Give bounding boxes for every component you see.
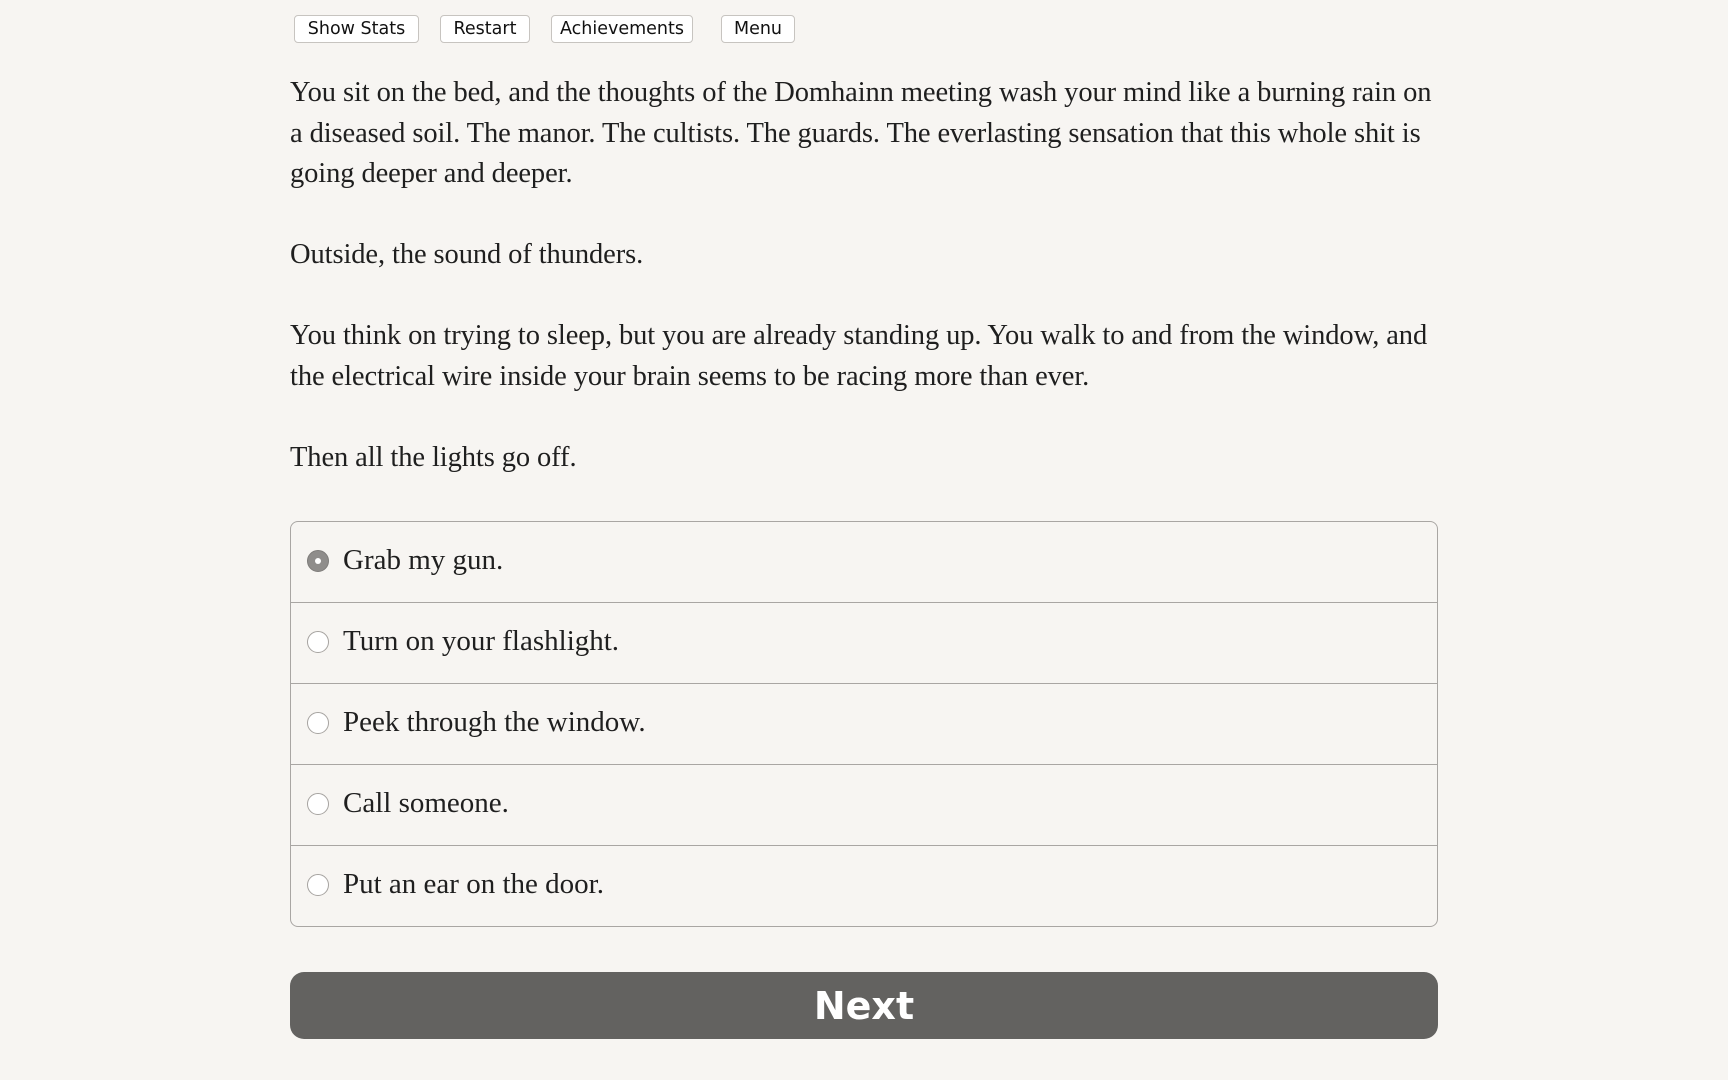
radio-button-selected[interactable] bbox=[307, 550, 329, 572]
choice-label: Turn on your flashlight. bbox=[343, 625, 620, 657]
choice-list bbox=[290, 521, 1438, 927]
restart-button[interactable]: Restart bbox=[440, 15, 530, 43]
passage-paragraph: You think on trying to sleep, but you are already standing up. You walk to and from the window, and the electrical wire inside your brain seems to be racing more than ever. bbox=[290, 320, 1428, 392]
radio-button[interactable] bbox=[307, 712, 329, 734]
choice-option-call[interactable] bbox=[291, 765, 1437, 846]
choice-option-door[interactable] bbox=[291, 846, 1437, 927]
passage-paragraph: Then all the lights go off. bbox=[290, 441, 577, 473]
choice-option-grab-gun[interactable] bbox=[291, 522, 1437, 603]
achievements-button[interactable]: Achievements bbox=[551, 15, 693, 43]
choice-label: Grab my gun. bbox=[343, 544, 504, 576]
choice-option-window[interactable] bbox=[291, 684, 1437, 765]
radio-button[interactable] bbox=[307, 631, 329, 653]
choice-label: Put an ear on the door. bbox=[343, 868, 604, 900]
menu-button[interactable]: Menu bbox=[721, 15, 795, 43]
radio-button[interactable] bbox=[307, 874, 329, 896]
passage-paragraph: You sit on the bed, and the thoughts of the Domhainn meeting wash your mind like a burning rain on a diseased soil. The manor. The cultists. The guards. The everlasting sensation that this whole shit is going deeper and deeper. bbox=[290, 77, 1432, 189]
passage-paragraph: Outside, the sound of thunders. bbox=[290, 239, 644, 270]
next-button[interactable]: Next bbox=[290, 972, 1438, 1039]
choice-option-flashlight[interactable] bbox=[291, 603, 1437, 684]
show-stats-button[interactable]: Show Stats bbox=[294, 15, 419, 43]
choice-label: Peek through the window. bbox=[343, 706, 646, 738]
story-passage bbox=[290, 73, 1440, 519]
choice-label: Call someone. bbox=[343, 787, 509, 819]
radio-button[interactable] bbox=[307, 793, 329, 815]
